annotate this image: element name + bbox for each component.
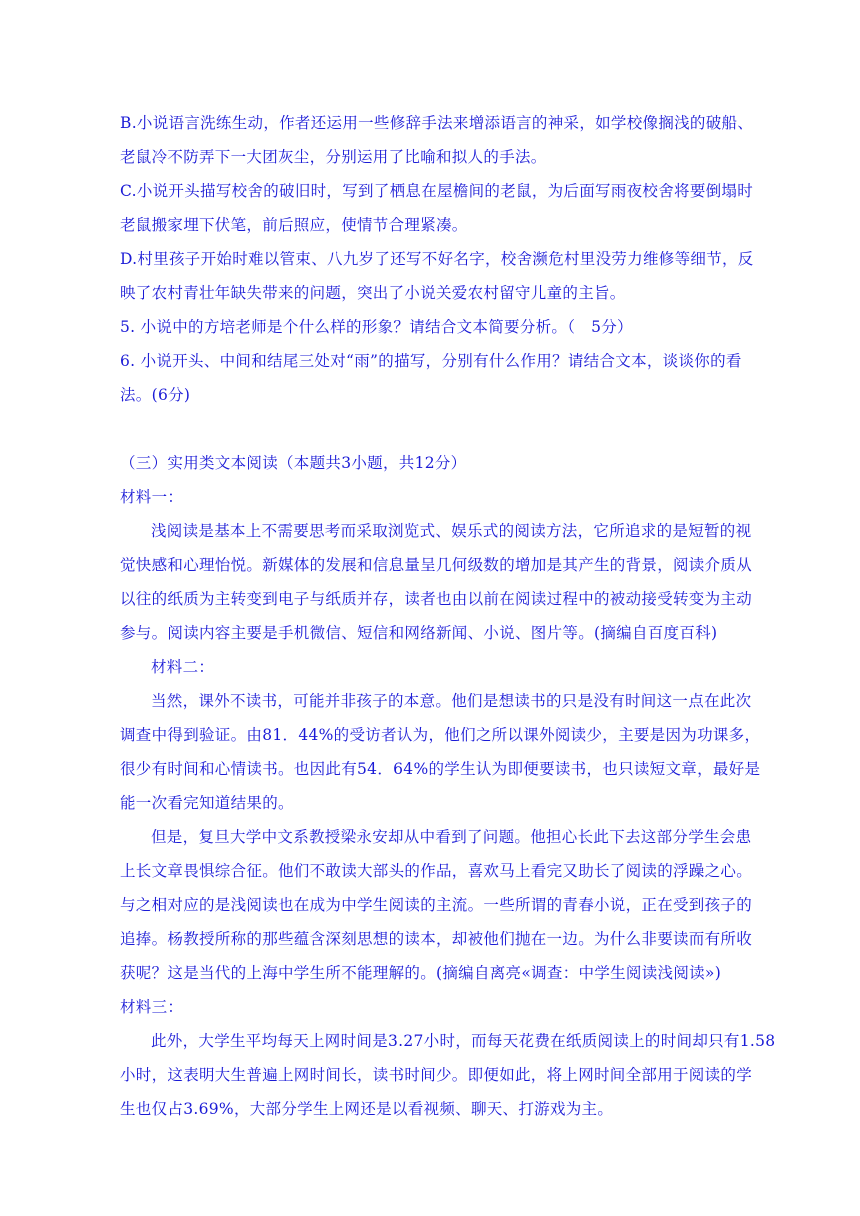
material-3-line-2: 小时，这表明大生普遍上网时间长，读书时间少。即便如此，将上网时间全部用于阅读的学 [120, 1066, 753, 1084]
material-2-p1-line-3: 很少有时间和心情读书。也因此有54．64%的学生认为即便要读书，也只读短文章，最好是 [120, 760, 761, 778]
material-2-p1-line-4: 能一次看完知道结果的。 [120, 794, 294, 812]
material-2-p1-line-2: 调查中得到验证。由81．44%的受访者认为，他们之所以课外阅读少，主要是因为功课多， [120, 726, 761, 744]
material-2-paragraph-1 [120, 684, 761, 820]
material-1-line-2: 觉快感和心理怡悦。新媒体的发展和信息量呈几何级数的增加是其产生的背景，阅读介质从 [120, 556, 753, 574]
material-3-line-1: 此外，大学生平均每天上网时间是3.27小时，而每天花费在纸质阅读上的时间却只有1.58 [151, 1032, 776, 1050]
material-2-p2-line-2: 上长文章畏惧综合征。他们不敢读大部头的作品，喜欢马上看完又助长了阅读的浮躁之心。 [120, 862, 753, 880]
material-1-line-1: 浅阅读是基本上不需要思考而采取浏览式、娱乐式的阅读方法，它所追求的是短暂的视 [151, 522, 752, 540]
material-2-label: 材料二： [151, 658, 215, 676]
option-b [120, 106, 754, 174]
question-6-line-1: 6. 小说开头、中间和结尾三处对“雨”的描写，分别有什么作用？请结合文本，谈谈你的看 [120, 352, 742, 370]
material-2-paragraph-2 [120, 820, 753, 990]
option-c [120, 174, 754, 242]
material-3-label: 材料三： [120, 998, 184, 1016]
material-1-line-3: 以往的纸质为主转变到电子与纸质并存，读者也由以前在阅读过程中的被动接受转变为主动 [120, 590, 753, 608]
document-page [120, 106, 776, 1126]
question-6-line-2: 法。(6分) [120, 386, 191, 404]
option-c-line-1: C.小说开头描写校舍的破旧时，写到了栖息在屋檐间的老鼠，为后面写雨夜校舍将要倒塌时 [120, 182, 754, 200]
material-1-paragraph [120, 514, 753, 650]
option-d-line-1: D.村里孩子开始时难以管束、八九岁了还写不好名字，校舍濒危村里没劳力维修等细节，反 [120, 250, 754, 268]
question-6 [120, 344, 740, 412]
material-2-p2-line-1: 但是，复旦大学中文系教授梁永安却从中看到了问题。他担心长此下去这部分学生会患 [151, 828, 752, 846]
material-2-p2-line-5: 获呢？这是当代的上海中学生所不能理解的。(摘编自离亮«调查：中学生阅读浅阅读») [120, 964, 722, 982]
material-3-paragraph [120, 1024, 776, 1126]
material-1-label: 材料一： [120, 488, 184, 506]
option-d-line-2: 映了农村青壮年缺失带来的问题，突出了小说关爱农村留守儿童的主旨。 [120, 284, 626, 302]
material-3-line-3: 生也仅占3.69%，大部分学生上网还是以看视频、聊天、打游戏为主。 [120, 1100, 614, 1118]
question-5: 5. 小说中的方培老师是个什么样的形象？请结合文本简要分析。（ 5分） [120, 318, 633, 336]
section-3-title: （三）实用类文本阅读（本题共3小题，共12分） [120, 454, 467, 472]
option-b-line-1: B.小说语言洗练生动，作者还运用一些修辞手法来增添语言的神采，如学校像搁浅的破船、 [120, 114, 754, 132]
option-b-line-2: 老鼠冷不防弄下一大团灰尘，分别运用了比喻和拟人的手法。 [120, 148, 547, 166]
material-2-p2-line-3: 与之相对应的是浅阅读也在成为中学生阅读的主流。一些所谓的青春小说，正在受到孩子的 [120, 896, 753, 914]
material-2-p2-line-4: 追捧。杨教授所称的那些蕴含深刻思想的读本，却被他们抛在一边。为什么非要读而有所收 [120, 930, 753, 948]
option-c-line-2: 老鼠搬家埋下伏笔，前后照应，使情节合理紧凑。 [120, 216, 468, 234]
material-1-line-4: 参与。阅读内容主要是手机微信、短信和网络新闻、小说、图片等。(摘编自百度百科) [120, 624, 718, 642]
material-2-p1-line-1: 当然，课外不读书，可能并非孩子的本意。他们是想读书的只是没有时间这一点在此次 [151, 692, 752, 710]
option-d [120, 242, 754, 310]
